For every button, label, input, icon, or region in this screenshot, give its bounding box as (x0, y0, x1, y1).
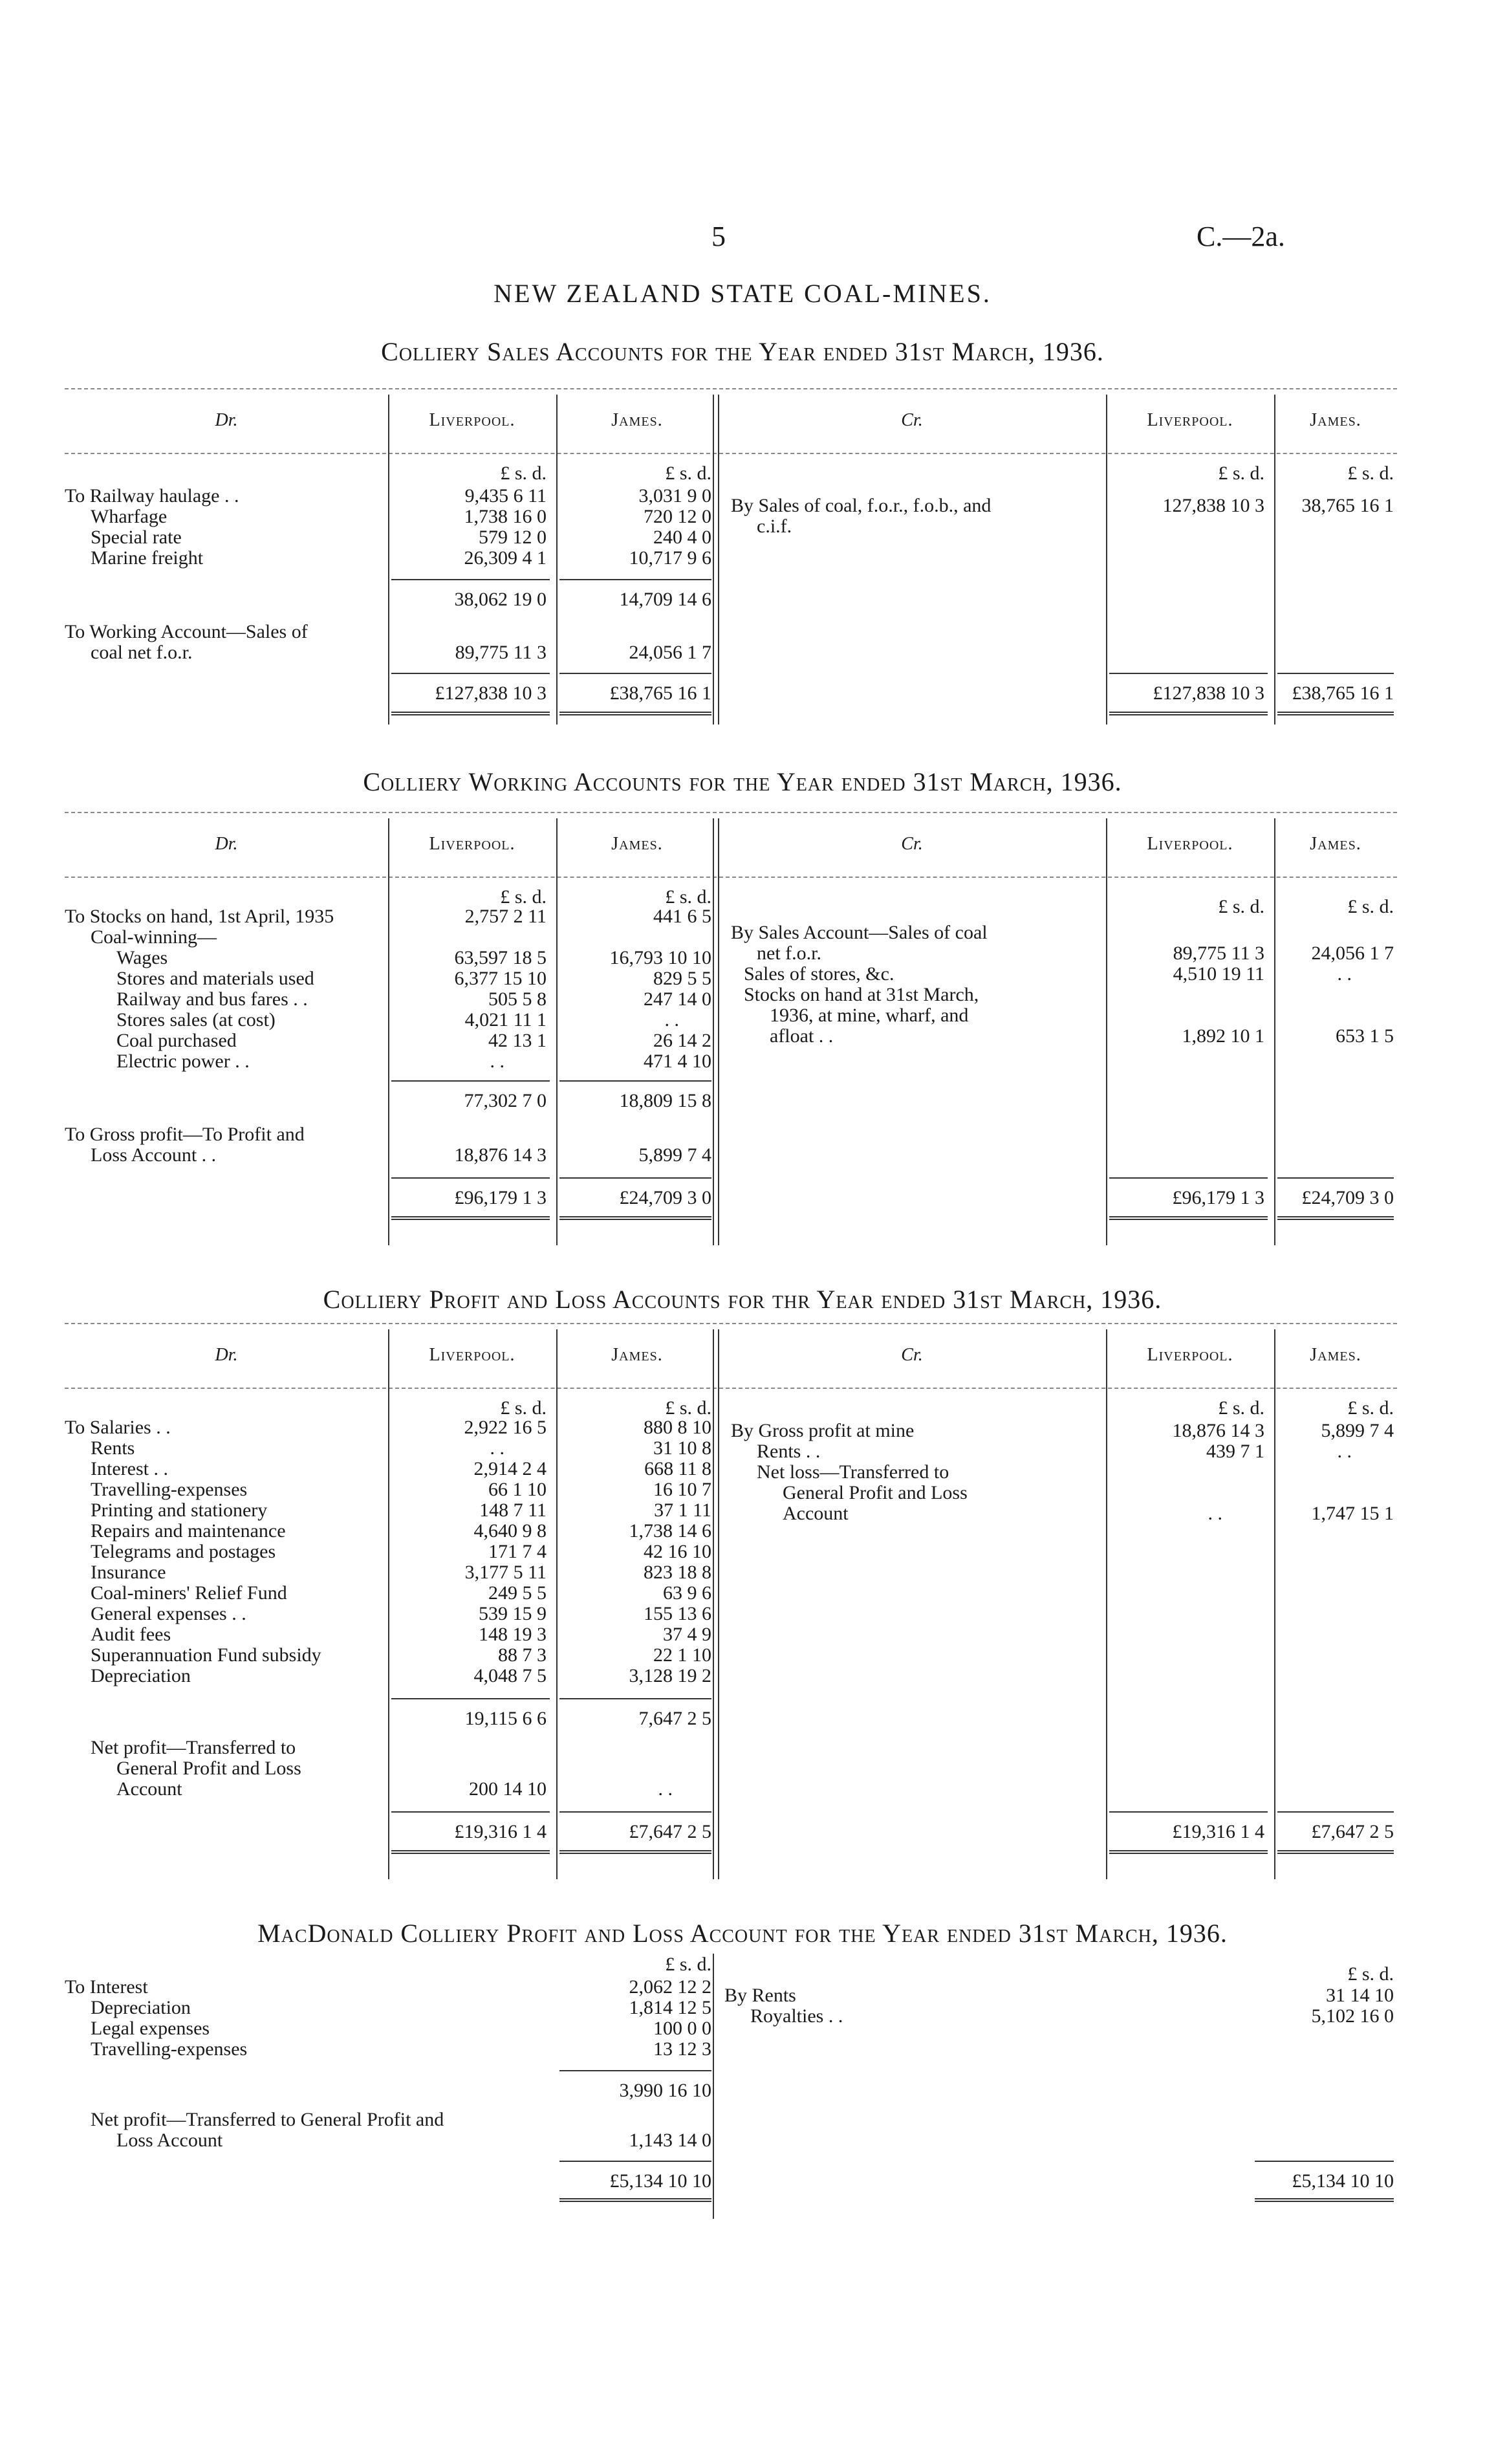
working-debit-label: Railway and bus fares . . (116, 988, 308, 1010)
working-debit-a: 6,377 15 10 (454, 968, 547, 989)
pl-credit-label: Account (783, 1503, 849, 1524)
working-debit-a: 42 13 1 (488, 1030, 547, 1051)
sales-units-b: £ s. d. (665, 463, 711, 484)
pl-debit-label: Travelling-expenses (91, 1479, 248, 1500)
sales-cr-col-a-header: Liverpool. (1147, 410, 1233, 430)
pl-debit-b: 668 11 8 (644, 1458, 711, 1479)
pl-debit-b: 31 10 8 (653, 1437, 711, 1459)
macdonald-debit-label: Legal expenses (91, 2018, 210, 2039)
working-cr-header: Cr. (901, 834, 923, 854)
working-debit-a: 4,021 11 1 (464, 1009, 547, 1030)
pl-transfer-label: Net profit—Transferred to (91, 1737, 296, 1758)
working-debit-b: . . (664, 1009, 679, 1030)
pl-debit-b: 37 4 9 (663, 1624, 711, 1645)
working-cr-units-b: £ s. d. (1347, 896, 1394, 917)
sales-credit-label: By Sales of coal, f.o.r., f.o.b., and (731, 495, 992, 516)
macdonald-debit-label: Depreciation (91, 1997, 191, 2018)
working-cr-total-b: £24,709 3 0 (1301, 1187, 1394, 1208)
pl-debit-a: 2,922 16 5 (464, 1417, 547, 1438)
macdonald-units-dr: £ s. d. (665, 1954, 711, 1975)
working-credit-b: 653 1 5 (1336, 1025, 1394, 1047)
macdonald-debit-v: 13 12 3 (653, 2038, 711, 2060)
pl-debit-a: 88 7 3 (498, 1644, 547, 1666)
working-col-a-header: Liverpool. (429, 834, 515, 854)
macdonald-title: MacDonald Colliery Profit and Loss Account for the Year ended 31st March, 1936. (257, 1919, 1228, 1948)
sales-debit-a: 579 12 0 (479, 527, 547, 548)
sales-debit-a: 26,309 4 1 (464, 547, 547, 569)
working-transfer-a: 18,876 14 3 (454, 1144, 547, 1166)
working-units-b: £ s. d. (665, 886, 711, 908)
sales-dr-header: Dr. (215, 410, 238, 430)
pl-debit-b: 16 10 7 (653, 1479, 711, 1500)
pl-debit-label: Audit fees (91, 1624, 171, 1645)
working-transfer-b: 5,899 7 4 (638, 1144, 711, 1166)
pl-debit-label: Insurance (91, 1562, 166, 1583)
pl-debit-b: 880 8 10 (644, 1417, 711, 1438)
working-cr-col-a-header: Liverpool. (1147, 834, 1233, 854)
working-transfer-label: To Gross profit—To Profit and (65, 1124, 305, 1145)
sales-total-b: £38,765 16 1 (609, 682, 711, 704)
pl-debit-a: 4,048 7 5 (473, 1665, 547, 1686)
working-debit-a: 2,757 2 11 (464, 906, 547, 927)
sales-debit-b: 3,031 9 0 (638, 485, 711, 507)
pl-debit-b: 37 1 11 (654, 1499, 711, 1521)
working-debit-a: 505 5 8 (488, 988, 547, 1010)
pl-cr-units-b: £ s. d. (1347, 1397, 1394, 1419)
sales-title: Colliery Sales Accounts for the Year ended 31st March, 1936. (381, 337, 1104, 366)
pl-transfer-b: . . (658, 1778, 673, 1800)
pl-debit-label: Printing and stationery (91, 1499, 268, 1521)
working-cr-units-a: £ s. d. (1218, 896, 1264, 917)
sales-debit-label: Marine freight (91, 547, 204, 569)
page-reference: C.—2a. (1197, 221, 1285, 252)
macdonald-credit-v: 5,102 16 0 (1311, 2005, 1394, 2027)
pl-subtotal-a: 19,115 6 6 (464, 1708, 547, 1729)
working-credit-label: net f.o.r. (757, 943, 821, 964)
working-debit-b: 471 4 10 (644, 1051, 711, 1072)
working-cr-col-b-header: James. (1310, 834, 1361, 854)
pl-debit-label: Interest . . (91, 1458, 168, 1479)
sales-cr-units-a: £ s. d. (1218, 463, 1264, 484)
pl-debit-label: Superannuation Fund subsidy (91, 1644, 321, 1666)
pl-cr-total-a: £19,316 1 4 (1172, 1821, 1264, 1842)
working-dr-header: Dr. (215, 834, 238, 854)
macdonald-total: £5,134 10 10 (609, 2170, 711, 2192)
pl-debit-a: 171 7 4 (488, 1541, 547, 1562)
working-transfer-label: Loss Account . . (91, 1144, 217, 1166)
macdonald-subtotal: 3,990 16 10 (619, 2080, 711, 2101)
pl-transfer-a: 200 14 10 (469, 1778, 547, 1800)
working-debit-b: 441 6 5 (653, 906, 711, 927)
macdonald-transfer-label: Loss Account (116, 2130, 223, 2151)
working-debit-label: Wages (116, 947, 168, 968)
macdonald-cr-total: £5,134 10 10 (1292, 2170, 1394, 2192)
pl-credit-a: 439 7 1 (1206, 1441, 1264, 1462)
sales-account (65, 388, 1397, 737)
sales-credit-a: 127,838 10 3 (1162, 495, 1264, 516)
pl-debit-b: 155 13 6 (644, 1603, 711, 1624)
pl-debit-b: 22 1 10 (653, 1644, 711, 1666)
macdonald-debit-v: 1,814 12 5 (629, 1997, 711, 2018)
pl-debit-a: 4,640 9 8 (473, 1520, 547, 1542)
pl-subtotal-b: 7,647 2 5 (638, 1708, 711, 1729)
macdonald-debit-v: 100 0 0 (653, 2018, 711, 2039)
working-debit-label: Electric power . . (116, 1051, 250, 1072)
pl-debit-b: 823 18 8 (644, 1562, 711, 1583)
pl-debit-b: 1,738 14 6 (629, 1520, 711, 1542)
sales-debit-b: 240 4 0 (653, 527, 711, 548)
pl-credit-b: 5,899 7 4 (1321, 1420, 1394, 1441)
working-cr-total-a: £96,179 1 3 (1172, 1187, 1264, 1208)
pl-col-a-header: Liverpool. (429, 1345, 515, 1365)
working-debit-label: To Stocks on hand, 1st April, 1935 (65, 906, 334, 927)
working-debit-b: 247 14 0 (644, 988, 711, 1010)
sales-col-b-header: James. (611, 410, 663, 430)
pl-debit-label: General expenses . . (91, 1603, 246, 1624)
sales-cr-total-b: £38,765 16 1 (1292, 682, 1394, 704)
pl-cr-total-b: £7,647 2 5 (1311, 1821, 1394, 1842)
sales-transfer-label: coal net f.o.r. (91, 642, 193, 663)
pl-debit-label: Rents (91, 1437, 135, 1459)
working-debit-label: Stores sales (at cost) (116, 1009, 276, 1030)
working-account (65, 812, 1397, 1258)
sales-credit-b: 38,765 16 1 (1301, 495, 1394, 516)
pl-units-b: £ s. d. (665, 1397, 711, 1419)
working-total-a: £96,179 1 3 (454, 1187, 547, 1208)
pl-debit-label: Repairs and maintenance (91, 1520, 286, 1542)
macdonald-account (65, 1954, 1397, 2225)
pl-credit-label: Rents . . (757, 1441, 821, 1462)
sales-cr-col-b-header: James. (1310, 410, 1361, 430)
working-debit-b: 829 5 5 (653, 968, 711, 989)
sales-debit-a: 1,738 16 0 (464, 506, 547, 527)
sales-col-a-header: Liverpool. (429, 410, 515, 430)
sales-debit-a: 9,435 6 11 (464, 485, 547, 507)
macdonald-credit-label: Royalties . . (750, 2005, 843, 2027)
working-credit-b: 24,056 1 7 (1311, 943, 1394, 964)
macdonald-transfer-v: 1,143 14 0 (629, 2130, 711, 2151)
working-credit-label: Sales of stores, &c. (744, 963, 894, 985)
pl-debit-label: To Salaries . . (65, 1417, 171, 1438)
pl-debit-label: Telegrams and postages (91, 1541, 276, 1562)
sales-debit-b: 720 12 0 (644, 506, 711, 527)
working-credit-b: . . (1337, 963, 1352, 985)
working-total-b: £24,709 3 0 (619, 1187, 711, 1208)
pl-total-a: £19,316 1 4 (454, 1821, 547, 1842)
pl-credit-a: 18,876 14 3 (1172, 1420, 1264, 1441)
pl-transfer-label: General Profit and Loss (116, 1758, 301, 1779)
working-units-a: £ s. d. (500, 886, 547, 908)
macdonald-debit-label: Travelling-expenses (91, 2038, 248, 2060)
macdonald-debit-v: 2,062 12 2 (629, 1976, 711, 1998)
pl-account (65, 1323, 1397, 1892)
working-debit-label: Stores and materials used (116, 968, 314, 989)
macdonald-credit-label: By Rents (724, 1985, 796, 2006)
pl-cr-col-a-header: Liverpool. (1147, 1345, 1233, 1365)
page-number: 5 (711, 221, 726, 252)
pl-debit-a: 249 5 5 (488, 1582, 547, 1604)
pl-credit-label: Net loss—Transferred to (757, 1461, 949, 1483)
pl-debit-b: 42 16 10 (644, 1541, 711, 1562)
pl-debit-b: 63 9 6 (663, 1582, 711, 1604)
sales-transfer-a: 89,775 11 3 (455, 642, 547, 663)
working-debit-b: 16,793 10 10 (609, 947, 711, 968)
pl-debit-a: 66 1 10 (488, 1479, 547, 1500)
working-credit-a: 4,510 19 11 (1173, 963, 1264, 985)
pl-debit-a: 3,177 5 11 (464, 1562, 547, 1583)
working-subtotal-b: 18,809 15 8 (619, 1090, 711, 1111)
sales-cr-units-b: £ s. d. (1347, 463, 1394, 484)
working-credit-label: Stocks on hand at 31st March, (744, 984, 979, 1005)
pl-col-b-header: James. (611, 1345, 663, 1365)
pl-debit-a: 539 15 9 (479, 1603, 547, 1624)
sales-debit-label: Wharfage (91, 506, 168, 527)
working-credit-a: 1,892 10 1 (1182, 1025, 1264, 1047)
pl-transfer-label: Account (116, 1778, 182, 1800)
sales-cr-total-a: £127,838 10 3 (1153, 682, 1264, 704)
pl-credit-a: . . (1208, 1503, 1222, 1524)
pl-cr-header: Cr. (901, 1345, 923, 1365)
working-debit-label: Coal-winning— (91, 926, 217, 948)
pl-cr-units-a: £ s. d. (1218, 1397, 1264, 1419)
working-debit-a: 63,597 18 5 (454, 947, 547, 968)
pl-debit-label: Depreciation (91, 1665, 191, 1686)
sales-total-a: £127,838 10 3 (435, 682, 547, 704)
working-subtotal-a: 77,302 7 0 (464, 1090, 547, 1111)
pl-debit-label: Coal-miners' Relief Fund (91, 1582, 287, 1604)
sales-subtotal-b: 14,709 14 6 (619, 589, 711, 610)
macdonald-debit-label: To Interest (65, 1976, 148, 1998)
working-debit-a: . . (490, 1051, 504, 1072)
sales-debit-label: Special rate (91, 527, 182, 548)
sales-cr-header: Cr. (901, 410, 923, 430)
pl-dr-header: Dr. (215, 1345, 238, 1365)
pl-total-b: £7,647 2 5 (629, 1821, 711, 1842)
macdonald-units-cr: £ s. d. (1347, 1963, 1394, 1985)
sales-units-a: £ s. d. (500, 463, 547, 484)
sales-subtotal-a: 38,062 19 0 (454, 589, 547, 610)
working-credit-label: 1936, at mine, wharf, and (770, 1005, 969, 1026)
macdonald-transfer-label: Net profit—Transferred to General Profit and (91, 2109, 444, 2130)
working-col-b-header: James. (611, 834, 663, 854)
pl-credit-b: 1,747 15 1 (1311, 1503, 1394, 1524)
pl-debit-a: 148 19 3 (479, 1624, 547, 1645)
sales-transfer-b: 24,056 1 7 (629, 642, 711, 663)
pl-debit-a: 2,914 2 4 (473, 1458, 547, 1479)
sales-transfer-label: To Working Account—Sales of (65, 621, 308, 642)
pl-credit-label: General Profit and Loss (783, 1482, 968, 1503)
sales-credit-label: c.i.f. (757, 516, 792, 537)
main-title: NEW ZEALAND STATE COAL-MINES. (493, 279, 992, 308)
pl-credit-b: . . (1337, 1441, 1352, 1462)
working-debit-b: 26 14 2 (653, 1030, 711, 1051)
pl-credit-label: By Gross profit at mine (731, 1420, 915, 1441)
sales-debit-b: 10,717 9 6 (629, 547, 711, 569)
working-credit-label: By Sales Account—Sales of coal (731, 922, 988, 943)
pl-debit-a: 148 7 11 (479, 1499, 547, 1521)
pl-units-a: £ s. d. (500, 1397, 547, 1419)
sales-debit-label: To Railway haulage . . (65, 485, 239, 507)
working-credit-a: 89,775 11 3 (1173, 943, 1264, 964)
working-debit-label: Coal purchased (116, 1030, 237, 1051)
working-title: Colliery Working Accounts for the Year ended 31st March, 1936. (363, 767, 1122, 796)
pl-debit-a: . . (490, 1437, 504, 1459)
pl-debit-b: 3,128 19 2 (629, 1665, 711, 1686)
pl-cr-col-b-header: James. (1310, 1345, 1361, 1365)
macdonald-credit-v: 31 14 10 (1326, 1985, 1394, 2006)
working-credit-label: afloat . . (770, 1025, 834, 1047)
pl-title: Colliery Profit and Loss Accounts for thr Year ended 31st March, 1936. (323, 1285, 1162, 1314)
